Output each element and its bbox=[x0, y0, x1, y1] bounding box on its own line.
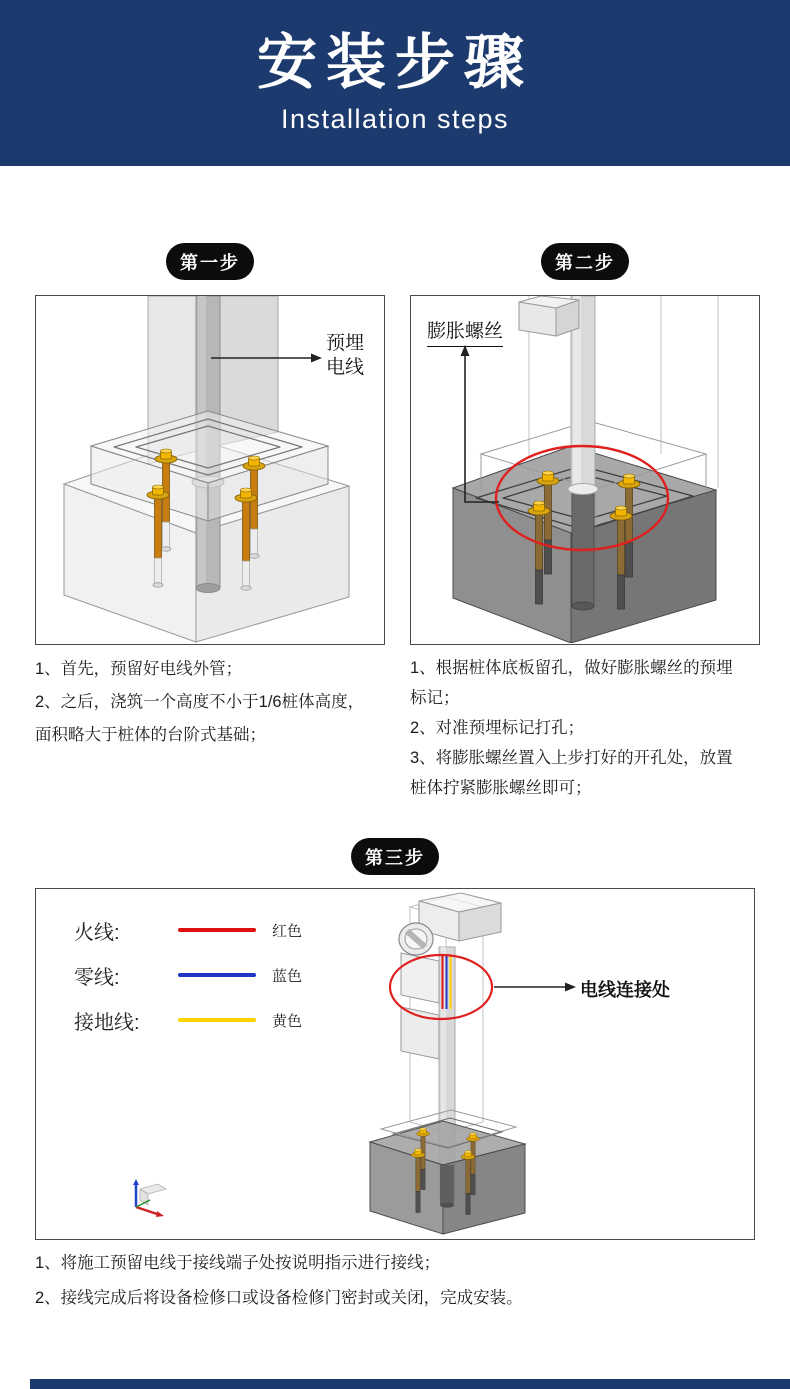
annotation-arrow bbox=[494, 983, 576, 992]
legend-swatch-blue bbox=[178, 973, 256, 977]
legend-row-ground bbox=[74, 1005, 302, 1035]
pole-in-block bbox=[440, 1165, 454, 1205]
step1-annotation: 预埋 电线 bbox=[326, 333, 365, 378]
legend-label: 零线: bbox=[74, 966, 120, 989]
legend-color-name: 蓝色 bbox=[272, 967, 303, 985]
note-line: 标记； bbox=[410, 689, 460, 707]
header-banner bbox=[0, 0, 790, 166]
step2-annotation: 膨胀螺丝 bbox=[427, 316, 503, 347]
note-line: 桩体拧紧膨胀螺丝即可； bbox=[410, 779, 592, 797]
legend-label: 火线: bbox=[74, 921, 120, 944]
legend-row-neutral bbox=[74, 960, 302, 990]
step3-figure bbox=[35, 888, 755, 1240]
step3-pill: 第三步 bbox=[351, 838, 439, 875]
axes-icon bbox=[133, 1179, 166, 1217]
legend-swatch-red bbox=[178, 928, 256, 932]
note-line: 2、接线完成后将设备检修口或设备检修门密封或关闭，完成安装。 bbox=[35, 1289, 523, 1307]
step2-figure bbox=[410, 295, 760, 645]
step2-illustration bbox=[411, 296, 758, 643]
step2-pill: 第二步 bbox=[541, 243, 629, 280]
legend-swatch-yellow bbox=[178, 1018, 256, 1022]
note-line: 1、首先，预留好电线外管； bbox=[35, 660, 243, 678]
legend-row-live bbox=[74, 915, 302, 945]
note-line: 2、对准预埋标记打孔； bbox=[410, 719, 585, 737]
step3-notes bbox=[35, 1246, 759, 1316]
top-equipment-box bbox=[519, 296, 579, 336]
step3-annotation: 电线连接处 bbox=[580, 980, 670, 1000]
note-line: 1、根据桩体底板留孔，做好膨胀螺丝的预埋 bbox=[410, 659, 733, 677]
note-line: 面积略大于桩体的台阶式基础； bbox=[35, 726, 266, 744]
page-title: 安装步骤 bbox=[257, 29, 533, 96]
legend-color-name: 红色 bbox=[272, 922, 303, 940]
note-line: 3、将膨胀螺丝置入上步打好的开孔处，放置 bbox=[410, 749, 733, 767]
step1-pill: 第一步 bbox=[166, 243, 254, 280]
legend-label: 接地线: bbox=[74, 1011, 140, 1034]
legend-color-name: 黄色 bbox=[272, 1012, 303, 1030]
step2-notes bbox=[410, 653, 782, 803]
page-subtitle: Installation steps bbox=[280, 104, 510, 134]
conduit-pipe bbox=[568, 296, 598, 610]
note-line: 1、将施工预留电线于接线端子处按说明指示进行接线； bbox=[35, 1254, 441, 1272]
footer-bar bbox=[30, 1379, 790, 1389]
note-line: 2、之后，浇筑一个高度不小于1/6桩体高度， bbox=[35, 693, 365, 711]
step1-notes bbox=[35, 653, 407, 752]
step1-figure bbox=[35, 295, 385, 645]
